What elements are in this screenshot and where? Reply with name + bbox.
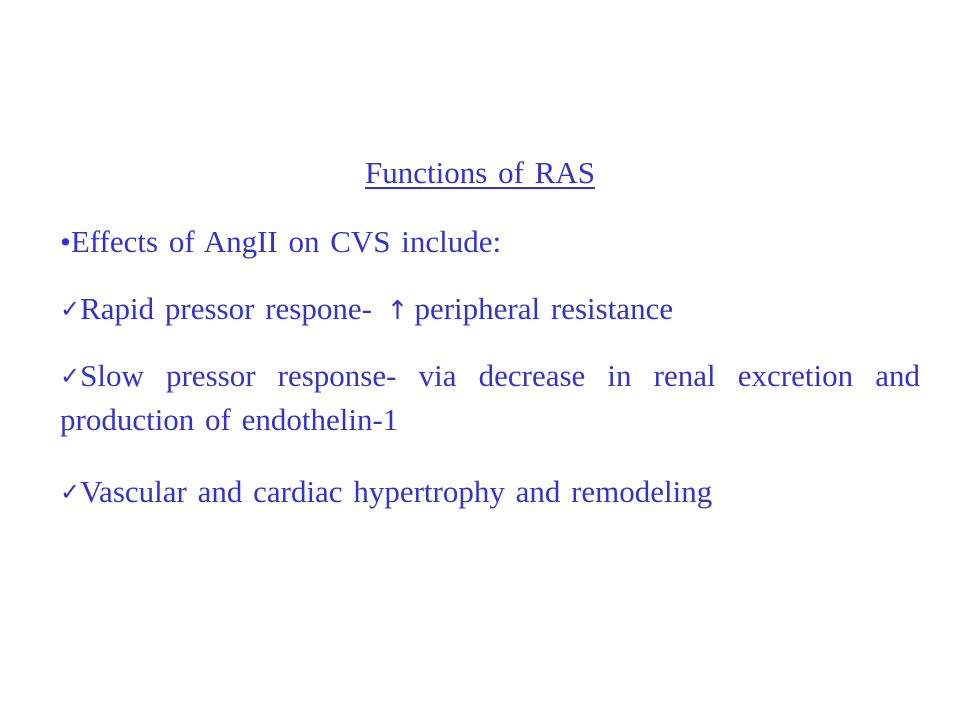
checkmark-icon: ✓	[60, 295, 81, 323]
check-item-text: Slow pressor response- via decrease in renal excretion and production of endothelin-1	[60, 358, 920, 437]
checkmark-icon: ✓	[60, 478, 81, 506]
check-item-text-before: Rapid pressor respone-	[80, 291, 372, 326]
check-item-text: Vascular and cardiac hypertrophy and remodeling	[80, 474, 713, 509]
checkmark-icon: ✓	[60, 362, 81, 390]
check-item-slow-pressor	[60, 354, 920, 442]
check-item-hypertrophy	[60, 470, 920, 514]
intro-bullet-line	[60, 220, 920, 264]
slide-title: Functions of RAS	[365, 155, 595, 190]
check-item-text-after: peripheral resistance	[414, 291, 674, 326]
check-item-rapid-pressor	[60, 287, 920, 333]
bullet-dot-icon: •	[60, 224, 71, 259]
intro-text: Effects of AngII on CVS include:	[70, 224, 502, 259]
slide-title-container	[0, 151, 960, 195]
up-arrow-icon: ↑	[386, 296, 409, 326]
